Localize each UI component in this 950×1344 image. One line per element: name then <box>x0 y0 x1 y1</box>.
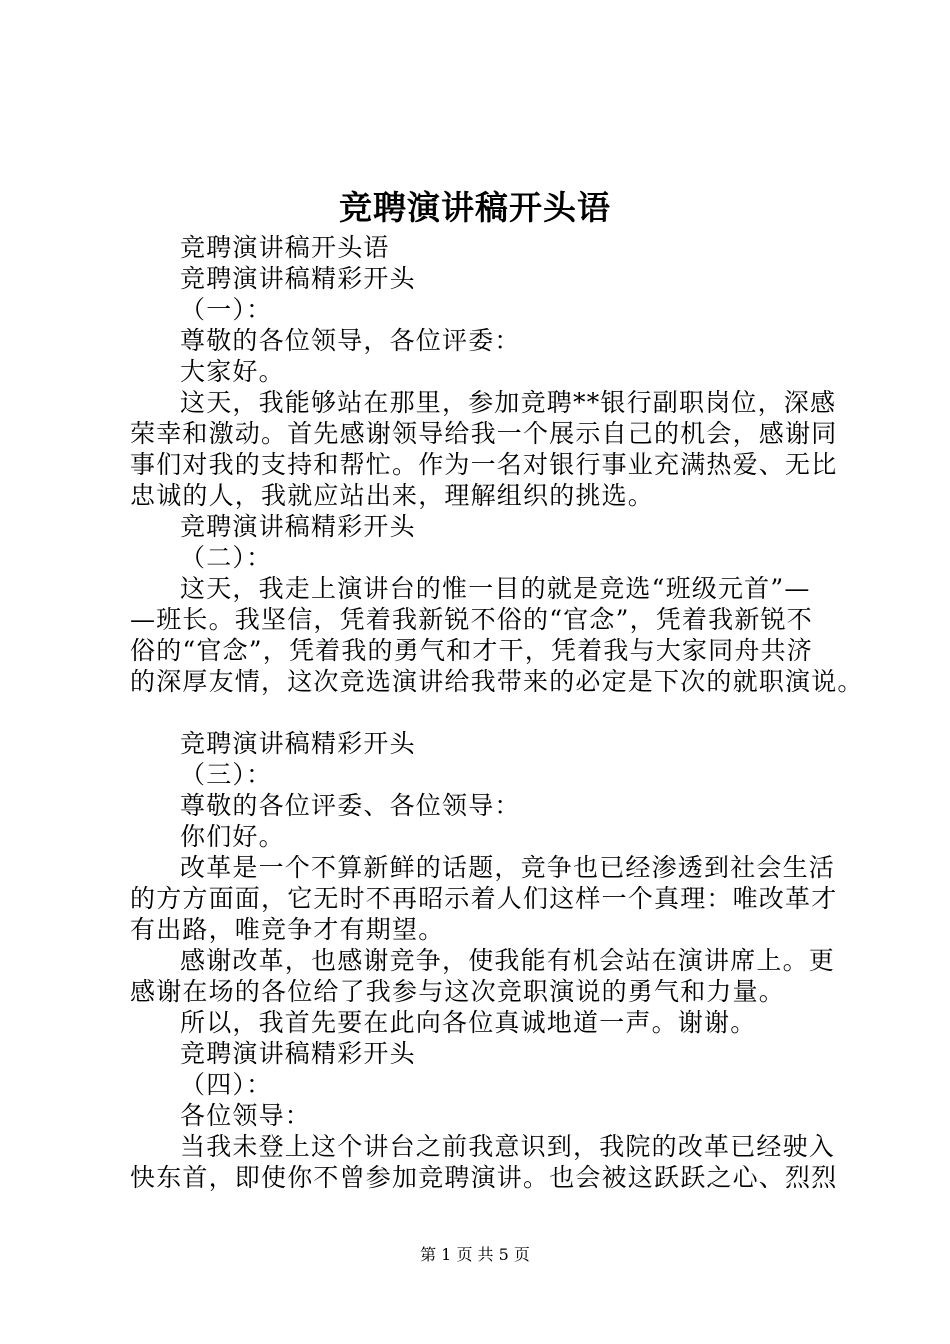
paragraph-line: （三）： <box>180 760 273 789</box>
paragraph-line: 当我未登上这个讲台之前我意识到，我院的改革已经驶入 <box>180 1132 836 1161</box>
paragraph-line: 的方方面面，它无时不再昭示着人们这样一个真理：唯改革才 <box>130 884 838 913</box>
paragraph-line: 竞聘演讲稿精彩开头 <box>180 512 416 541</box>
paragraph-line: 忠诚的人，我就应站出来，理解组织的挑选。 <box>130 481 655 510</box>
paragraph-line: 事们对我的支持和帮忙。作为一名对银行事业充满热爱、无比 <box>130 450 838 479</box>
paragraph-line: （二）： <box>180 543 273 572</box>
paragraph-line: 大家好。 <box>180 357 285 386</box>
paragraph-line: 所以，我首先要在此向各位真诚地道一声。谢谢。 <box>180 1008 757 1037</box>
paragraph-line: 你们好。 <box>180 822 285 851</box>
paragraph-line: 尊敬的各位评委、各位领导： <box>180 791 521 820</box>
paragraph-line: 感谢在场的各位给了我参与这次竞职演说的勇气和力量。 <box>130 977 786 1006</box>
paragraph-line: 快东首，即使你不曾参加竞聘演讲。也会被这跃跃之心、烈烈 <box>130 1163 838 1192</box>
paragraph-line: 感谢改革，也感谢竞争，使我能有机会站在演讲席上。更 <box>180 946 836 975</box>
document-title: 竞聘演讲稿开头语 <box>339 188 611 227</box>
paragraph-line: 竞聘演讲稿精彩开头 <box>180 1039 416 1068</box>
document-body <box>130 232 864 1193</box>
paragraph-line: 俗的“官念”，凭着我的勇气和才干，凭着我与大家同舟共济 <box>130 636 813 665</box>
paragraph-line: 这天，我能够站在那里，参加竞聘**银行副职岗位，深感 <box>180 388 837 417</box>
paragraph-line: （四）： <box>180 1070 273 1099</box>
paragraph-line: 荣幸和激动。首先感谢领导给我一个展示自己的机会，感谢同 <box>130 419 838 448</box>
paragraph-line: 有出路，唯竞争才有期望。 <box>130 915 445 944</box>
paragraph-line: 竞聘演讲稿开头语 <box>180 233 390 262</box>
paragraph-line: 竞聘演讲稿精彩开头 <box>180 729 416 758</box>
paragraph-line: 这天，我走上演讲台的惟一目的就是竞选“班级元首”— <box>180 574 811 603</box>
blank-line <box>130 697 840 728</box>
paragraph-line: 改革是一个不算新鲜的话题，竞争也已经渗透到社会生活 <box>180 853 836 882</box>
paragraph-line: （一）： <box>180 295 273 324</box>
paragraph-line: 尊敬的各位领导，各位评委： <box>180 326 521 355</box>
paragraph-line: —班长。我坚信，凭着我新锐不俗的“官念”，凭着我新锐不 <box>130 605 813 634</box>
page-footer: 第 1 页 共 5 页 <box>420 1245 530 1264</box>
paragraph-line: 的深厚友情，这次竞选演讲给我带来的必定是下次的就职演说。 <box>130 667 864 696</box>
paragraph-line: 竞聘演讲稿精彩开头 <box>180 264 416 293</box>
paragraph-line: 各位领导： <box>180 1101 312 1130</box>
